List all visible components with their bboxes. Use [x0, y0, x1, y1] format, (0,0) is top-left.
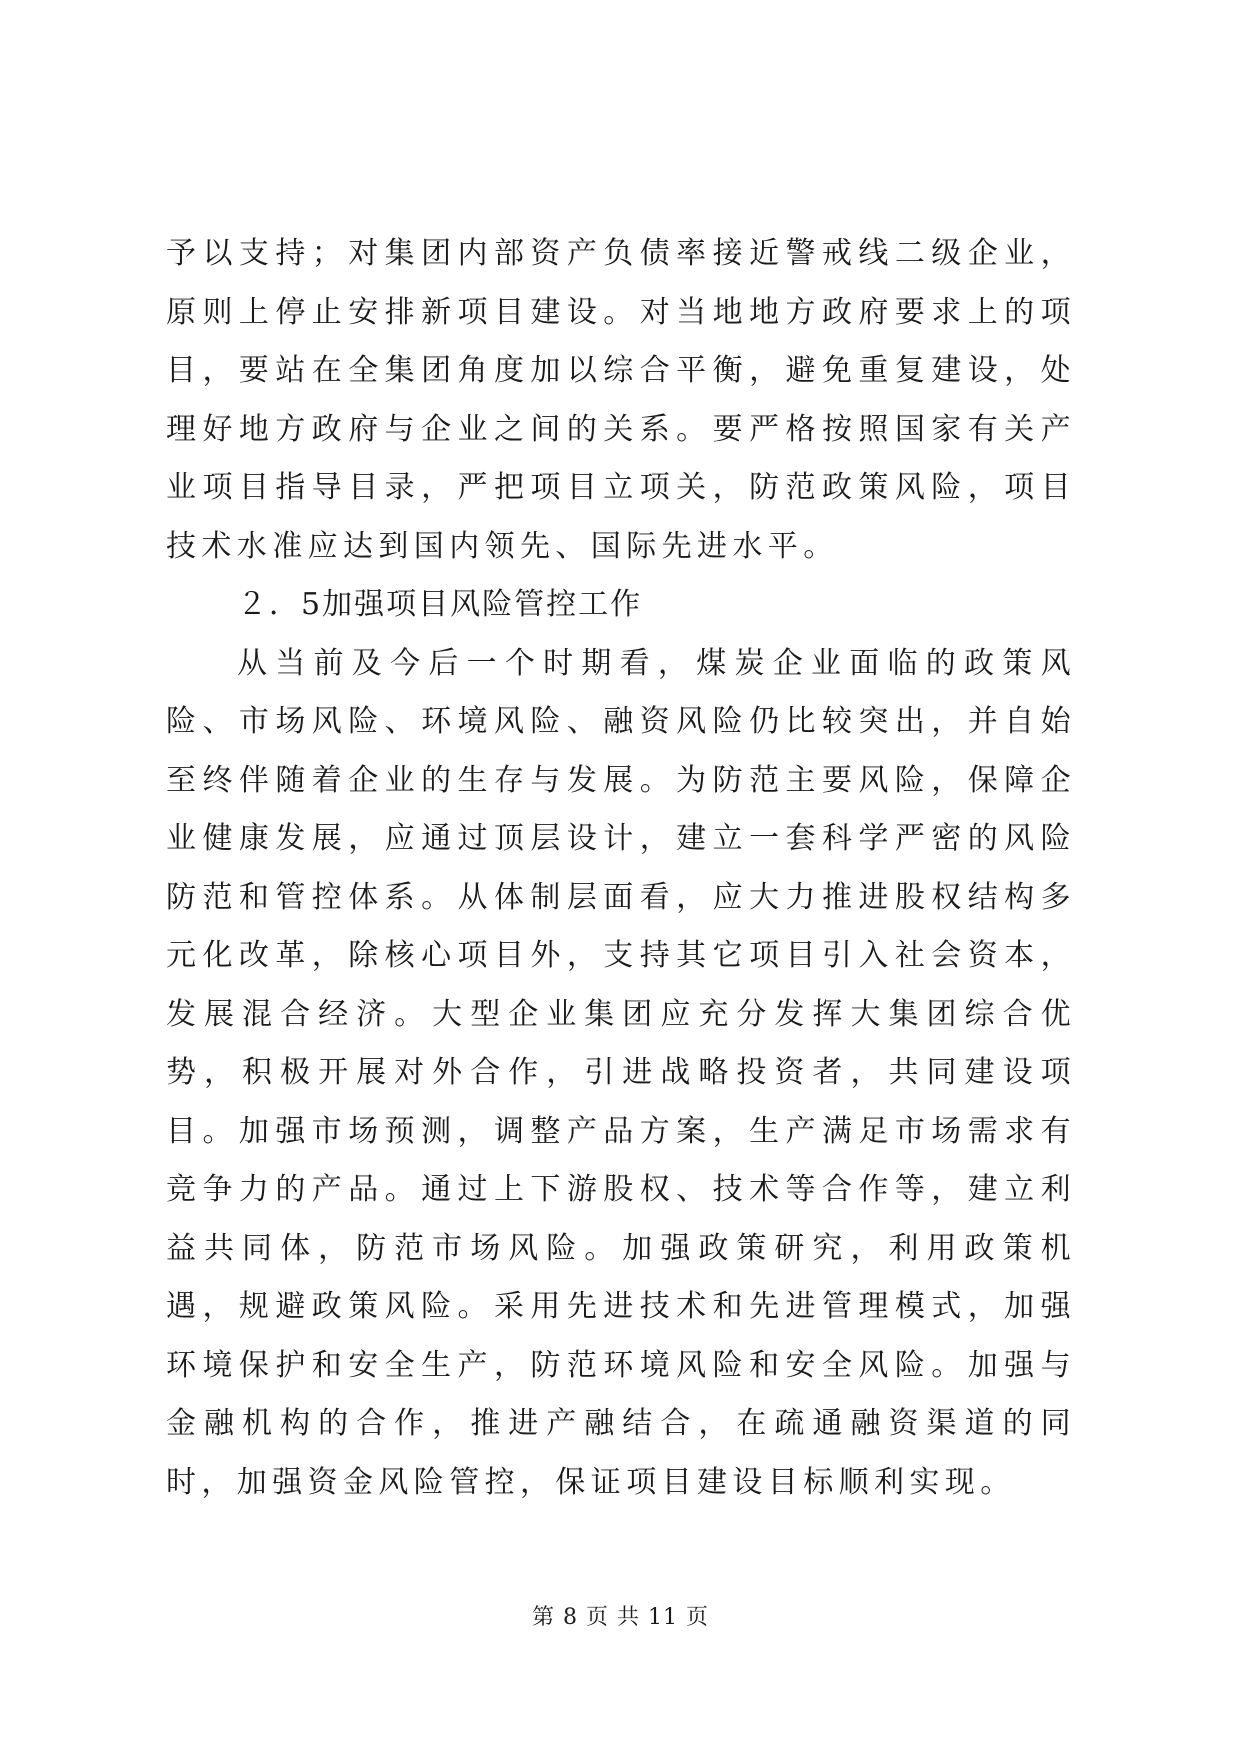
section-paragraph: 从当前及今后一个时期看，煤炭企业面临的政策风险、市场风险、环境风险、融资风险仍比较突出，并自始至终伴随着企业的生存与发展。为防范主要风险，保障企业健康发展，应通过顶层设计，建立一套科学严密的风险防范和管控体系。从体制层面看，应大力推进股权结构多元化改革，除核心项目外，支持其它项目引入社会资本，发展混合经济。大型企业集团应充分发挥大集团综合优势，积极开展对外合作，引进战略投资者，共同建设项目。加强市场预测，调整产品方案，生产满足市场需求有竞争力的产品。通过上下游股权、技术等合作等，建立利益共同体，防范市场风险。加强政策研究，利用政策机遇，规避政策风险。采用先进技术和先进管理模式，加强环境保护和安全生产，防范环境风险和安全风险。加强与金融机构的合作，推进产融结合，在疏通融资渠道的同时，加强资金风险管控，保证项目建设目标顺利实现。	[166, 645, 1076, 1500]
page-number-footer: 第 8 页 共 11 页	[532, 1605, 709, 1630]
document-body	[166, 225, 1076, 1512]
section-heading: ２．5加强项目风险管控工作	[237, 587, 643, 622]
paragraph-continuation: 予以支持；对集团内部资产负债率接近警戒线二级企业，原则上停止安排新项目建设。对当地地方政府要求上的项目，要站在全集团角度加以综合平衡，避免重复建设，处理好地方政府与企业之间的关系。要严格按照国家有关产业项目指导目录，严把项目立项关，防范政策风险，项目技术水准应达到国内领先、国际先进水平。	[166, 236, 1076, 564]
